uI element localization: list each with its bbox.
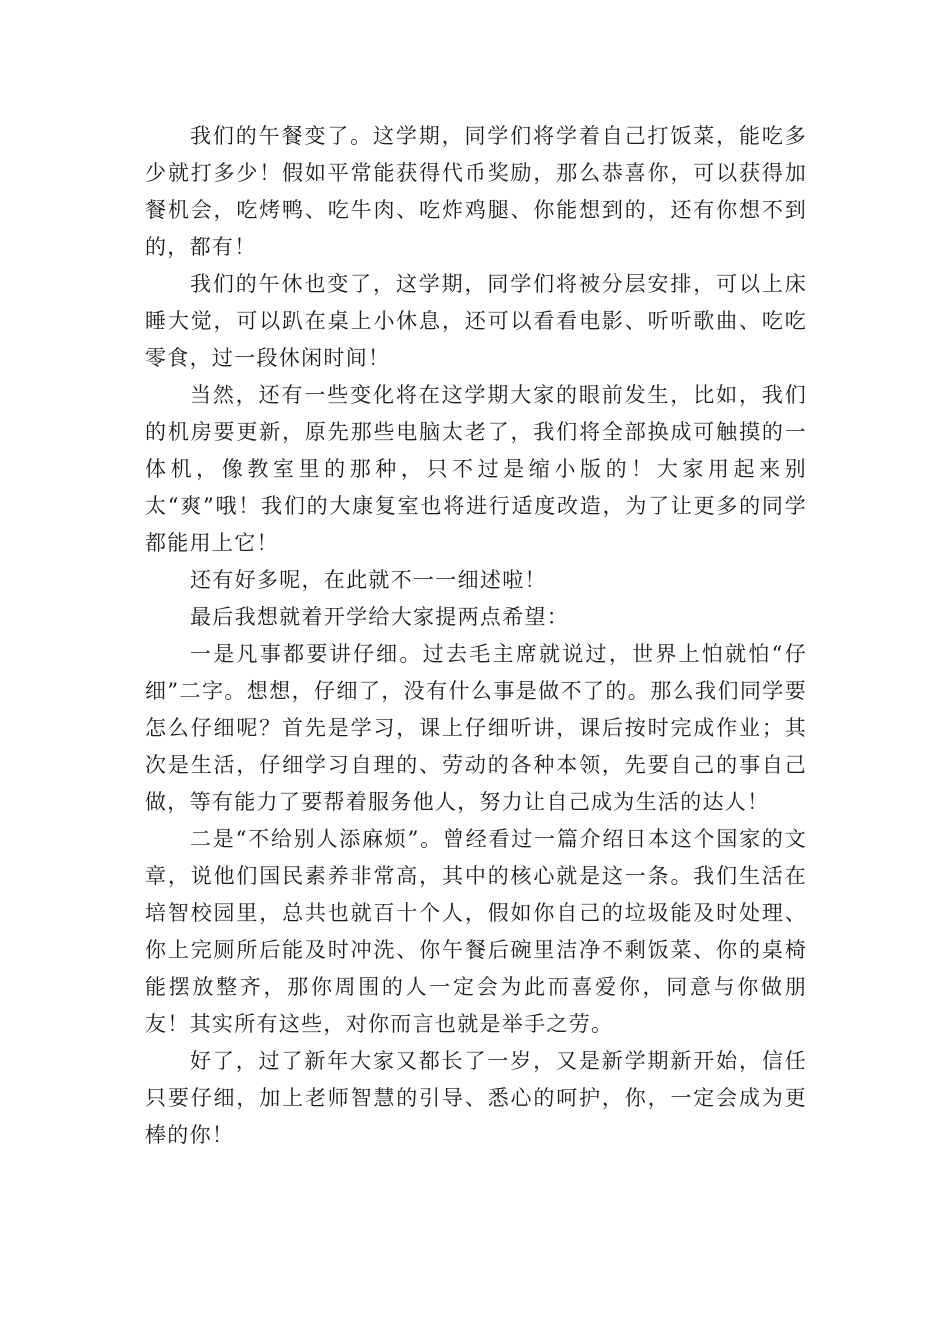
paragraph-many-more: 还有好多呢，在此就不一一细述啦！ (190, 568, 547, 592)
document-page (145, 118, 807, 1154)
paragraph-hope-carefulness: 一是凡事都要讲仔细。过去毛主席就说过，世界上怕就怕“仔细”二字。想想，仔细了，没有什么事是做不了的。那么我们同学要怎么仔细呢？首先是学习，课上仔细听讲，课后按时完成作业；其次是生活，仔细学习自理的、劳动的各种本领，先要自己的事自己做，等有能力了要帮着服务他人，努力让自己成为生活的达人！ (145, 642, 807, 814)
paragraph-lunch-change: 我们的午餐变了。这学期，同学们将学着自己打饭菜，能吃多少就打多少！假如平常能获得代币奖励，那么恭喜你，可以获得加餐机会，吃烤鸭、吃牛肉、吃炸鸡腿、你能想到的，还有你想不到的，都有！ (145, 124, 807, 259)
paragraph-two-hopes-intro: 最后我想就着开学给大家提两点希望： (190, 605, 570, 629)
paragraph-hope-no-trouble: 二是“不给别人添麻烦”。曾经看过一篇介绍日本这个国家的文章，说他们国民素养非常高，其中的核心就是这一条。我们生活在培智校园里，总共也就百十个人，假如你自己的垃圾能及时处理、你上完厕所后能及时冲洗、你午餐后碗里洁净不剩饭菜、你的桌椅能摆放整齐，那你周围的人一定会为此而喜爱你，同意与你做朋友！其实所有这些，对你而言也就是举手之劳。 (145, 827, 807, 1036)
paragraph-computer-room: 当然，还有一些变化将在这学期大家的眼前发生，比如，我们的机房要更新，原先那些电脑太老了，我们将全部换成可触摸的一体机，像教室里的那种，只不过是缩小版的！大家用起来别太“爽”哦！我们的大康复室也将进行适度改造，为了让更多的同学都能用上它！ (145, 383, 807, 555)
paragraph-nap-change: 我们的午休也变了，这学期，同学们将被分层安排，可以上床睡大觉，可以趴在桌上小休息，还可以看看电影、听听歌曲、吃吃零食，过一段休闲时间！ (145, 272, 807, 370)
paragraph-closing: 好了，过了新年大家又都长了一岁，又是新学期新开始，信任只要仔细，加上老师智慧的引导、悉心的呵护，你，一定会成为更棒的你！ (145, 1049, 807, 1147)
